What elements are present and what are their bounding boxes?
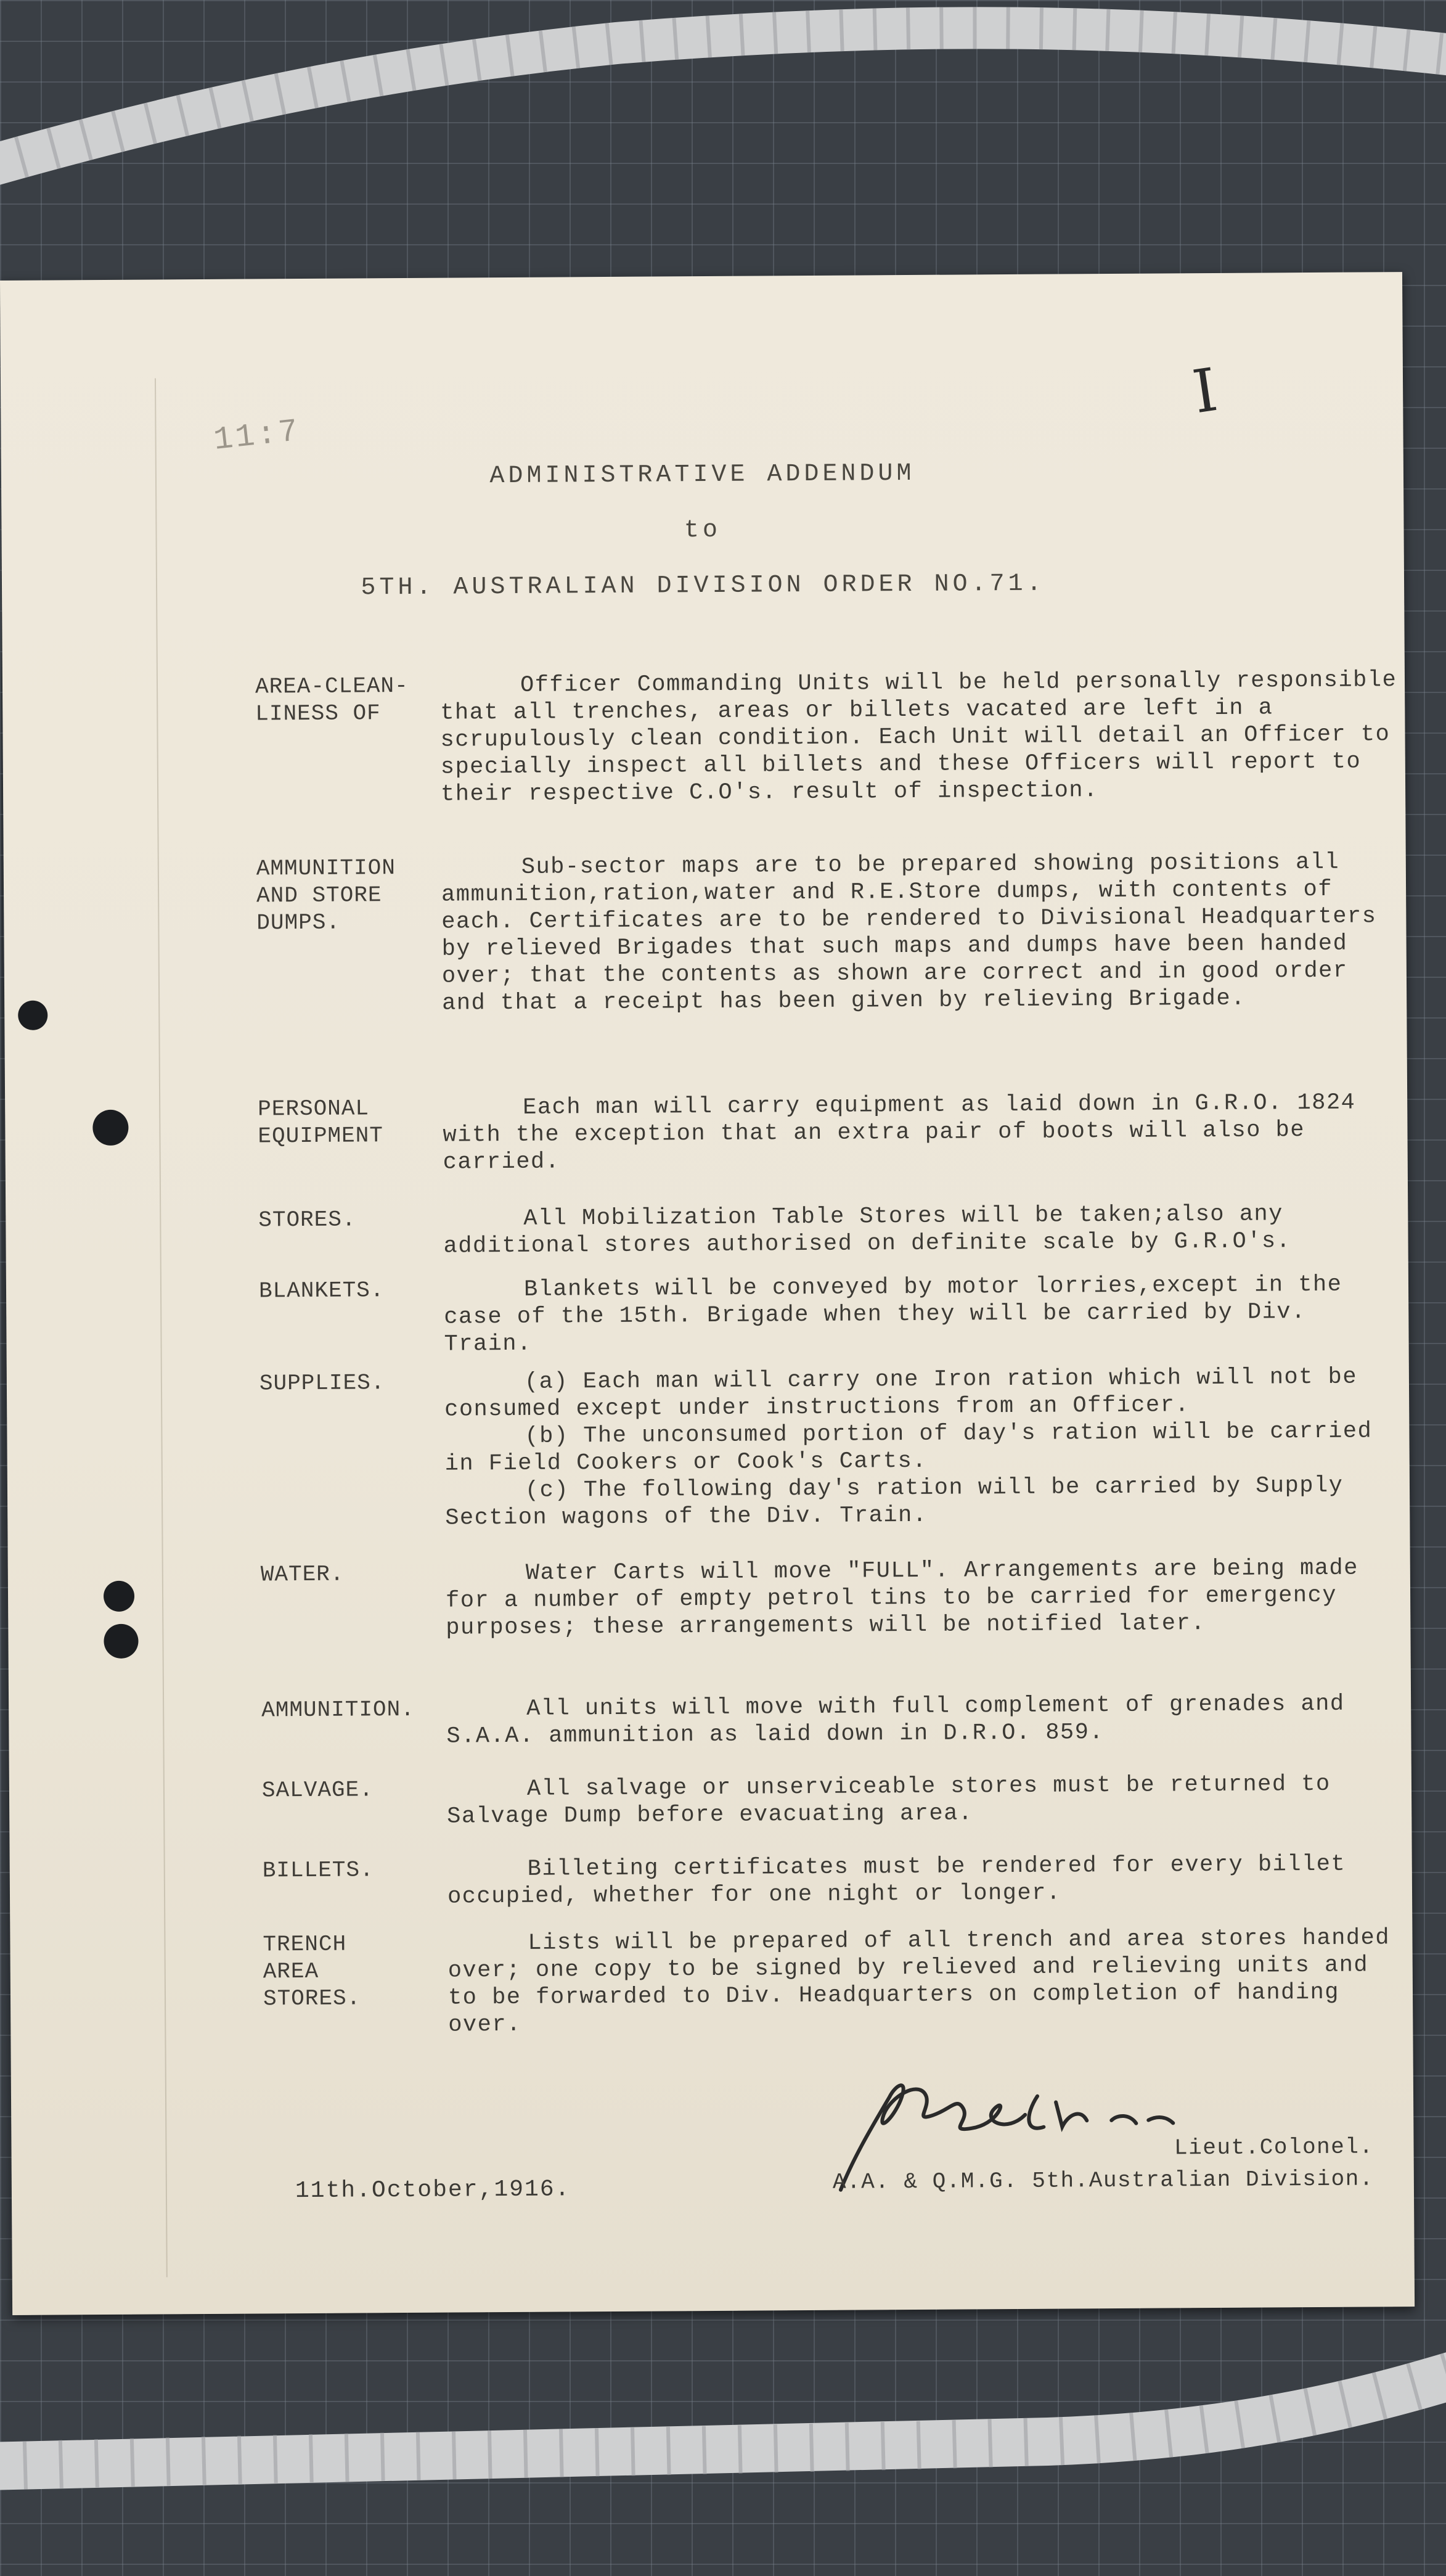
- section-heading: AMMUNITION.: [261, 1696, 415, 1723]
- section-text: [443, 1089, 1405, 1176]
- section-paragraph: Billeting certificates must be rendered for every billet occupied, whether for one night or longer.: [447, 1851, 1346, 1910]
- document-date: 11th.October,1916.: [295, 2176, 571, 2205]
- section-text: [444, 1271, 1406, 1358]
- document-title-line2: to: [684, 516, 722, 545]
- section-text: [447, 1850, 1410, 1911]
- margin-rule: [155, 378, 168, 2277]
- document-title-line3: 5TH. AUSTRALIAN DIVISION ORDER NO.71.: [361, 570, 1045, 602]
- section-heading: PERSONAL EQUIPMENT: [258, 1096, 384, 1149]
- punch-hole: [104, 1581, 134, 1612]
- section-paragraph: Each man will carry equipment as laid down in G.R.O. 1824 with the exception that an extra pair of boots will also be carried.: [443, 1089, 1356, 1176]
- section: [10, 1924, 1412, 2038]
- section-paragraph: (c) The following day's ration will be carried by Supply Section wagons of the Div. Train.: [445, 1472, 1344, 1532]
- section: [6, 1200, 1408, 1260]
- section-paragraph: Water Carts will move "FULL". Arrangements are being made for a number of empty petrol tins to be carried for emergency purposes; these arrangements will be notified later.: [445, 1555, 1359, 1641]
- section-heading: BILLETS.: [262, 1857, 374, 1884]
- section-heading: SALVAGE.: [261, 1777, 374, 1803]
- section-heading: WATER.: [260, 1561, 345, 1588]
- section-text: [446, 1554, 1408, 1642]
- section-paragraph: Officer Commanding Units will be held personally responsible that all trenches, areas or billets vacated are left in a scrupulously clean condition. Each Unit will detail an Officer to specially inspect all billets and these Officers will report to their respective C.O's. result of inspection.: [440, 667, 1397, 808]
- punch-hole: [104, 1624, 138, 1659]
- document-page: [0, 272, 1415, 2315]
- section: [9, 1690, 1411, 1750]
- section-paragraph: All Mobilization Table Stores will be taken;also any additional stores authorised on definite scale by G.R.O's.: [443, 1201, 1291, 1260]
- section: [10, 1850, 1412, 1910]
- section: [6, 1271, 1408, 1358]
- section-heading: AMMUNITION AND STORE DUMPS.: [256, 855, 396, 936]
- section-text: [447, 1924, 1410, 2039]
- section-text: [440, 667, 1402, 808]
- signatory-rank: Lieut.Colonel. A.A. & Q.M.G. 5th.Australian Division.: [832, 2134, 1374, 2195]
- section-heading: AREA-CLEAN- LINESS OF: [255, 673, 409, 727]
- section-paragraph: Blankets will be conveyed by motor lorries,except in the case of the 15th. Brigade when they will be carried by Div. Train.: [444, 1271, 1342, 1358]
- section-paragraph: Lists will be prepared of all trench and area stores handed over; one copy to be signed by relieved and relieving units and to be forwarded to Div. Headquarters on completion of handing over.: [447, 1925, 1391, 2038]
- archive-stamp: 11:7: [211, 412, 303, 459]
- section: [7, 1363, 1409, 1532]
- section: [9, 1770, 1411, 1830]
- section-text: [447, 1770, 1409, 1831]
- section-text: [444, 1363, 1407, 1532]
- section: [4, 848, 1406, 1017]
- section-text: [441, 848, 1404, 1017]
- section-heading: SUPPLIES.: [259, 1370, 385, 1397]
- section-text: [446, 1690, 1408, 1750]
- punch-hole: [18, 1001, 47, 1030]
- section: [5, 1089, 1407, 1176]
- punch-hole: [92, 1110, 128, 1146]
- folio-number: I: [1188, 355, 1222, 427]
- section-paragraph: All units will move with full complement of grenades and S.A.A. ammunition as laid down in D.R.O. 859.: [446, 1691, 1345, 1750]
- section-paragraph: All salvage or unserviceable stores must be returned to Salvage Dump before evacuating area.: [447, 1771, 1331, 1830]
- section-text: [443, 1200, 1405, 1260]
- section-paragraph: (b) The unconsumed portion of day's ration will be carried in Field Cookers or Cook's Carts.: [444, 1418, 1373, 1477]
- section-paragraph: Sub-sector maps are to be prepared showing positions all ammunition,ration,water and R.E.Store dumps, with contents of each. Certificates are to be rendered to Divisional Headquarters by relieved Brigades that such maps and dumps have been handed over; that the contents as shown are correct and in good order and that a receipt has been given by relieving Brigade.: [441, 849, 1377, 1017]
- section: [2, 667, 1405, 808]
- section: [8, 1554, 1410, 1641]
- section-heading: TRENCH AREA STORES.: [263, 1931, 361, 2012]
- section-heading: STORES.: [258, 1207, 356, 1233]
- document-title-line1: ADMINISTRATIVE ADDENDUM: [489, 459, 915, 491]
- section-heading: BLANKETS.: [258, 1278, 385, 1304]
- section-paragraph: (a) Each man will carry one Iron ration which will not be consumed except under instructions from an Officer.: [444, 1364, 1358, 1423]
